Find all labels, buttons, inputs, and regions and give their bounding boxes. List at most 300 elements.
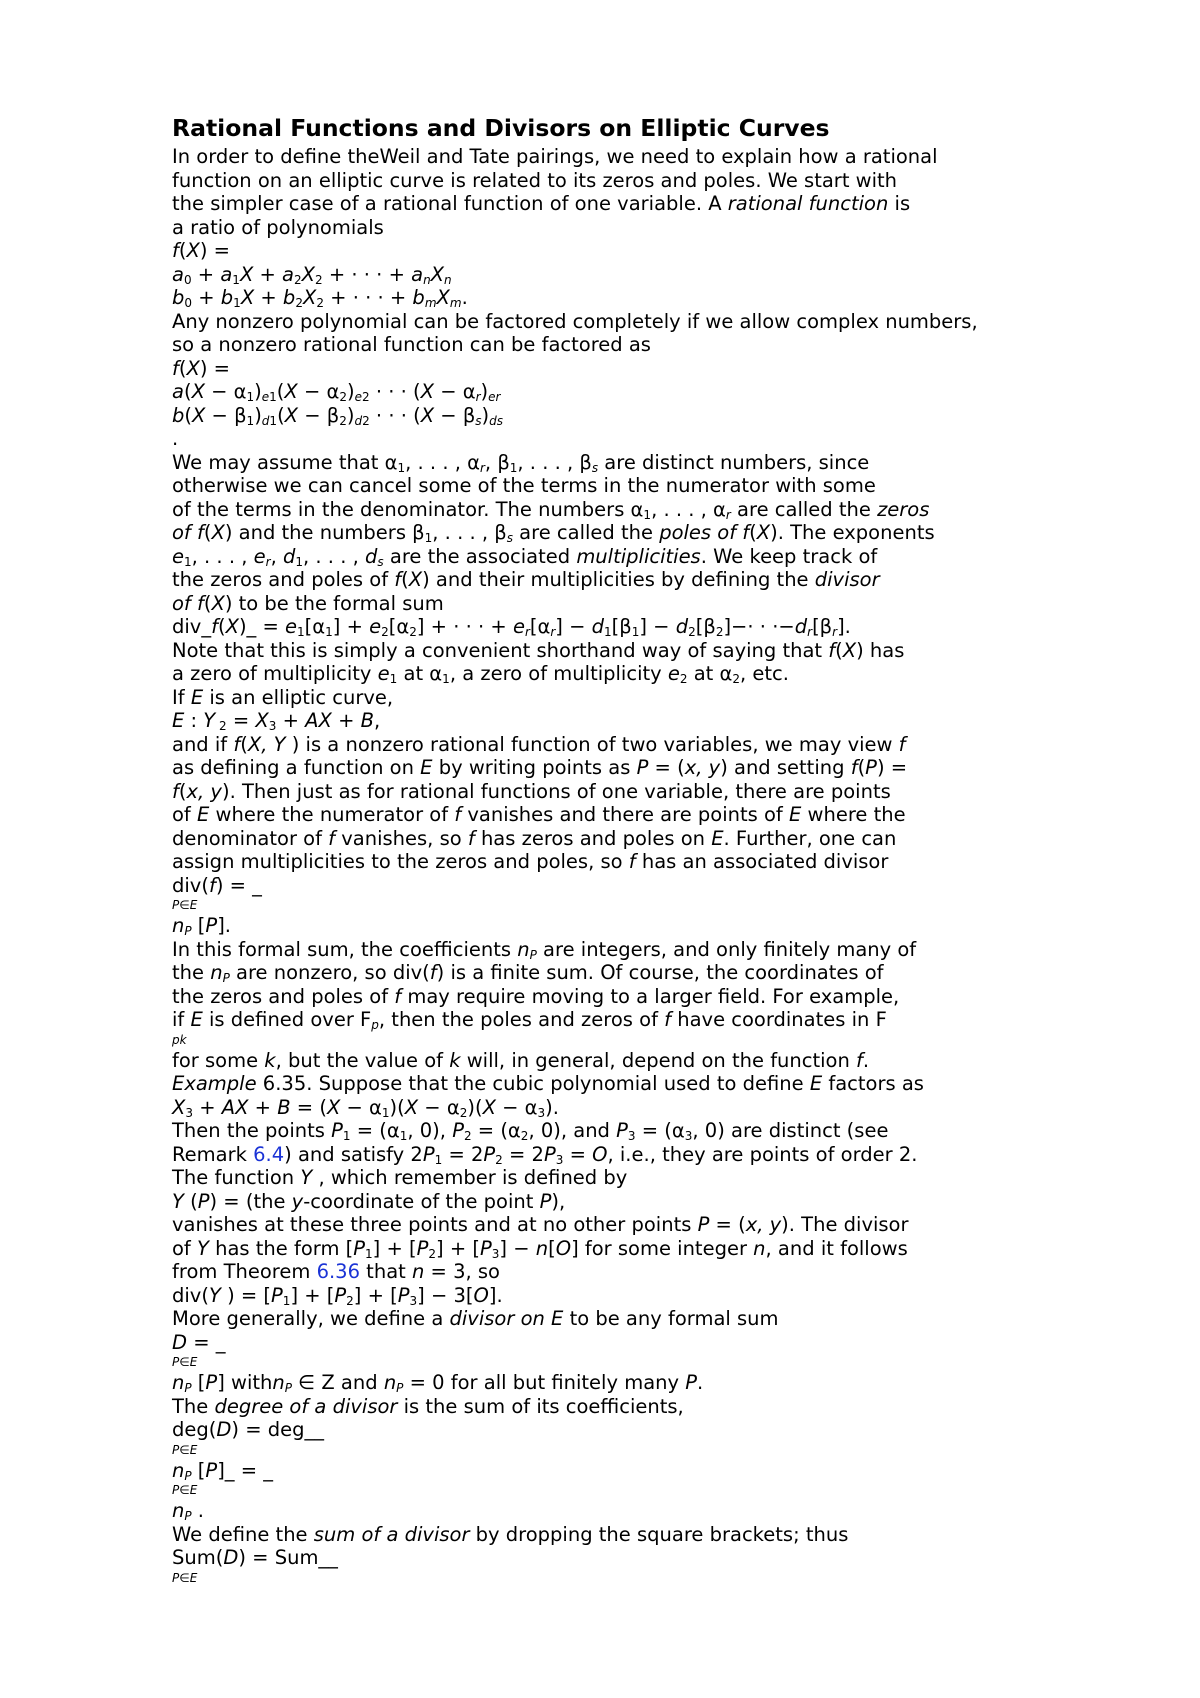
- text-run: a: [172, 262, 184, 286]
- text-run: (: [178, 779, 187, 803]
- text-run: P: [197, 1189, 210, 1213]
- text-run: 1: [269, 390, 277, 404]
- text-run: b: [412, 286, 425, 309]
- text-run: are called the: [512, 521, 660, 544]
- summation-subscript: P∈E: [172, 1483, 198, 1497]
- text-run: E: [172, 709, 185, 732]
- text-run: n: [517, 937, 530, 961]
- text-run: the: [172, 961, 211, 984]
- text-run: r: [475, 390, 481, 404]
- text-run: X: [756, 521, 771, 544]
- text-run: P: [422, 1142, 435, 1166]
- text-run: a: [220, 262, 233, 286]
- text-run: r: [524, 625, 530, 639]
- summation-subscript: pk: [172, 1032, 187, 1047]
- text-run: ,: [270, 544, 283, 568]
- text-line: [172, 286, 1160, 310]
- text-run: n: [444, 272, 452, 287]
- text-run: X: [408, 568, 423, 591]
- text-run: 3: [409, 1293, 418, 1308]
- text-run: (: [178, 239, 187, 262]
- text-run: The function: [172, 1166, 301, 1189]
- text-run: X: [284, 403, 299, 427]
- text-run: 1: [269, 413, 278, 428]
- text-run: , but the value of: [275, 1048, 450, 1072]
- text-run: 2: [409, 625, 417, 639]
- text-run: (: [276, 380, 285, 403]
- text-run: 1: [442, 672, 450, 686]
- text-run: 1: [604, 625, 612, 639]
- text-run: P: [396, 1381, 404, 1395]
- text-run: P: [205, 1371, 218, 1394]
- text-run: will, in general, depend on the function: [460, 1048, 857, 1072]
- text-run: 3: [185, 1105, 193, 1120]
- text-run: P: [205, 1458, 218, 1482]
- text-run: P: [222, 971, 230, 985]
- text-line: [172, 568, 1160, 592]
- text-run: at α: [397, 662, 443, 685]
- text-run: )(: [467, 1095, 483, 1119]
- text-run: E: [190, 1008, 203, 1031]
- text-run: ] −: [639, 615, 676, 638]
- text-run: f: [172, 356, 179, 380]
- text-run: X: [326, 1095, 341, 1119]
- text-run: = 3, so: [424, 1260, 500, 1283]
- text-run: , i.e., they are points of order 2.: [607, 1142, 918, 1166]
- text-run: :: [184, 709, 204, 732]
- text-run: [: [548, 1236, 556, 1260]
- text-run: is an elliptic curve,: [203, 685, 394, 709]
- text-line: [172, 592, 1160, 616]
- text-run: O: [473, 1283, 489, 1307]
- text-line: [172, 733, 1160, 757]
- text-line: [172, 474, 1160, 498]
- text-run: P: [543, 1142, 556, 1166]
- text-run: , 0), and: [528, 1119, 617, 1142]
- text-run: 2: [315, 272, 323, 287]
- text-line: [172, 192, 1160, 216]
- text-run: div(: [172, 873, 209, 897]
- text-run: − α: [340, 1095, 382, 1119]
- text-run: O: [592, 1142, 608, 1166]
- text-run: p: [371, 1018, 379, 1032]
- text-run: We define the: [172, 1522, 314, 1546]
- text-run: d: [282, 544, 296, 568]
- text-run: s: [506, 531, 513, 545]
- text-run: as defining a function on: [172, 756, 421, 779]
- text-run: otherwise we can cancel some of the terms in the numerator with some: [172, 474, 876, 497]
- text-run: , . . . ,: [191, 544, 254, 568]
- text-run: 2: [732, 672, 741, 686]
- text-run: n: [172, 914, 185, 937]
- text-run: , then the poles and zeros of: [378, 1008, 665, 1031]
- text-run: sum of a divisor: [313, 1522, 470, 1546]
- text-run: ) has: [856, 638, 905, 662]
- text-run: e: [512, 615, 525, 638]
- text-run: k: [449, 1048, 461, 1072]
- text-run: 1: [434, 1152, 443, 1167]
- summation-subscript: P∈E: [172, 1442, 198, 1457]
- text-line: [172, 1072, 1160, 1096]
- text-run: X, Y: [247, 732, 286, 756]
- text-run: 1: [643, 507, 652, 522]
- text-run: (: [749, 521, 757, 544]
- text-run: [α: [529, 615, 551, 638]
- summation-subscript: P∈E: [172, 1570, 198, 1585]
- text-run: ] + [: [290, 1283, 335, 1307]
- text-run: 3: [684, 1129, 693, 1143]
- text-run: k: [264, 1048, 276, 1072]
- text-run: f: [628, 850, 636, 873]
- text-run: ): [480, 380, 489, 403]
- text-line: [172, 1284, 1160, 1308]
- text-run: E: [809, 1072, 823, 1095]
- text-run: [α: [304, 615, 326, 638]
- text-run: rational function: [727, 192, 889, 215]
- text-run: 6.35. Suppose that the cubic polynomial used to define: [256, 1072, 810, 1095]
- text-run: e: [377, 662, 390, 685]
- text-run: is defined over F: [202, 1008, 372, 1031]
- text-run: D: [172, 1330, 188, 1354]
- text-run: +: [248, 1095, 278, 1119]
- text-run: are distinct numbers, since: [598, 450, 870, 474]
- text-run: f: [328, 826, 336, 850]
- text-run: In this formal sum, the coefficients: [172, 937, 518, 961]
- text-line: [172, 827, 1160, 851]
- text-run: X: [436, 286, 450, 309]
- text-run: ). Then just as for rational functions of one variable, there are points: [221, 779, 891, 803]
- text-run: .: [461, 286, 468, 309]
- text-line: [172, 545, 1160, 569]
- text-run: r: [832, 625, 838, 639]
- text-run: ]−· · ·−: [723, 615, 795, 638]
- text-line: [172, 1307, 1160, 1331]
- text-line: [172, 521, 1160, 545]
- text-line: [172, 1166, 1160, 1190]
- text-run: ) is a nonzero rational function of two variables, we may view: [285, 732, 899, 756]
- text-line: [172, 451, 1160, 475]
- text-run: (: [184, 403, 192, 427]
- text-run: ) = (the: [209, 1189, 292, 1213]
- cross-reference-link[interactable]: 6.4: [253, 1142, 285, 1166]
- text-run: X: [255, 709, 269, 732]
- text-run: have coordinates in F: [671, 1008, 887, 1031]
- text-line: [172, 357, 1160, 381]
- text-run: = (: [709, 1213, 746, 1236]
- text-run: P: [334, 1283, 347, 1307]
- text-run: 2: [688, 625, 696, 639]
- text-run: If: [172, 685, 191, 709]
- text-run: .: [172, 427, 179, 450]
- text-run: f: [828, 638, 836, 662]
- text-run: 1: [246, 413, 255, 428]
- text-run: Y: [172, 1189, 184, 1213]
- text-run: vanishes and there are points of: [461, 803, 789, 826]
- text-run: AX: [305, 709, 332, 732]
- text-line: [172, 263, 1160, 287]
- text-run: More generally, we define a: [172, 1307, 450, 1330]
- text-run: f: [233, 732, 241, 756]
- text-run: a ratio of polynomials: [172, 215, 384, 239]
- text-run: X: [172, 1095, 186, 1119]
- text-run: =: [563, 1142, 593, 1166]
- text-run: , . . . , α: [651, 497, 726, 521]
- text-run: n: [210, 961, 223, 984]
- text-line: [172, 850, 1160, 874]
- text-run: = (α: [471, 1119, 521, 1142]
- text-run: function on an elliptic curve is related to its zeros and poles. We start with: [172, 168, 898, 192]
- text-run: P: [529, 947, 537, 962]
- text-run: f: [172, 239, 179, 262]
- text-run: − α: [418, 1095, 460, 1119]
- text-run: e: [369, 615, 382, 638]
- text-run: n: [753, 1236, 766, 1260]
- text-run: Y: [197, 1236, 209, 1260]
- text-run: X: [301, 262, 315, 286]
- text-run: The: [172, 1394, 215, 1418]
- text-run: d: [354, 413, 363, 428]
- text-run: b: [220, 286, 234, 309]
- text-run: ) = Sum__: [238, 1546, 338, 1569]
- text-run: ) = [: [220, 1283, 272, 1307]
- text-run: [: [191, 914, 206, 937]
- text-run: 1: [184, 554, 192, 569]
- text-run: ) = _: [215, 873, 262, 897]
- text-run: ): [346, 403, 355, 427]
- text-line: [172, 1096, 1160, 1120]
- text-run: d: [365, 544, 378, 568]
- text-run: , a zero of multiplicity: [449, 662, 668, 685]
- text-run: )_ =: [238, 615, 286, 638]
- text-run: P: [184, 1468, 192, 1483]
- text-line: [172, 662, 1160, 686]
- text-run: +: [191, 262, 221, 286]
- text-run: 2: [495, 1152, 503, 1167]
- text-run: P: [865, 756, 877, 779]
- text-run: − α: [204, 380, 247, 403]
- text-run: (: [203, 591, 212, 615]
- text-run: by writing points as: [432, 756, 637, 779]
- text-run: 2: [428, 1246, 437, 1261]
- text-line: [172, 333, 1160, 357]
- text-run: = _: [187, 1330, 226, 1354]
- text-run: are nonzero, so div(: [229, 961, 430, 984]
- text-run: e: [253, 544, 266, 568]
- text-run: .: [697, 1371, 704, 1394]
- text-run: 1: [233, 296, 241, 310]
- text-run: 1: [295, 554, 304, 569]
- text-run: +: [331, 709, 361, 732]
- text-run: ]_ = _: [217, 1458, 274, 1482]
- text-run: 2: [381, 625, 389, 639]
- text-line: [172, 1459, 1160, 1483]
- text-run: AX: [221, 1095, 249, 1119]
- text-run: Y: [203, 709, 216, 732]
- text-run: 1: [297, 625, 305, 639]
- text-run: 3: [491, 1246, 500, 1261]
- text-run: (: [401, 568, 409, 591]
- text-run: [β: [695, 615, 716, 638]
- text-run: P: [636, 756, 649, 779]
- text-run: of: [172, 803, 197, 826]
- text-run: n: [172, 1458, 185, 1482]
- text-line: [172, 615, 1160, 639]
- text-run: (: [857, 756, 866, 779]
- text-run: X: [186, 239, 200, 262]
- text-run: multiplicities: [576, 544, 701, 568]
- text-run: vanishes, so: [335, 826, 468, 850]
- text-run: d: [591, 615, 605, 638]
- text-run: r: [807, 625, 813, 639]
- text-run: ) and satisfy 2: [284, 1142, 423, 1166]
- text-run: ] −: [555, 615, 592, 638]
- text-run: P: [184, 1509, 192, 1523]
- text-run: − β: [298, 403, 340, 427]
- text-run: f: [429, 961, 437, 984]
- text-run: a: [282, 262, 294, 286]
- text-run: has the form [: [208, 1236, 354, 1260]
- text-run: n: [172, 1371, 185, 1394]
- text-run: P: [539, 1189, 552, 1213]
- document-title: Rational Functions and Divisors on Elliptic Curves: [172, 114, 830, 142]
- text-run: B: [360, 709, 375, 732]
- text-run: X: [239, 262, 254, 286]
- text-run: ] + · · · +: [416, 615, 513, 638]
- text-line: [172, 1008, 1160, 1032]
- text-run: +: [254, 286, 283, 309]
- text-run: are called the: [730, 497, 878, 521]
- text-run: r: [479, 460, 485, 475]
- text-run: P: [616, 1119, 628, 1142]
- text-run: degree of a divisor: [214, 1394, 398, 1418]
- text-run: d: [675, 615, 689, 638]
- text-run: X: [240, 286, 255, 309]
- text-run: er: [488, 390, 501, 404]
- text-run: X: [404, 1095, 419, 1119]
- text-run: 1: [381, 1105, 390, 1120]
- text-run: +: [192, 286, 221, 309]
- text-run: so a nonzero rational function can be factored as: [172, 333, 651, 356]
- text-run: 1: [232, 272, 240, 287]
- text-run: the zeros and poles of: [172, 568, 395, 591]
- text-run: X: [191, 380, 205, 403]
- text-run: (: [183, 380, 192, 403]
- text-run: 3: [537, 1105, 546, 1120]
- text-run: ] + [: [372, 1236, 417, 1260]
- text-run: X: [225, 615, 239, 638]
- text-run: at α: [687, 662, 733, 685]
- text-run: e: [261, 390, 270, 404]
- text-run: . Further, one can: [723, 826, 897, 850]
- text-run: s: [475, 413, 482, 428]
- text-run: X: [192, 403, 206, 427]
- text-run: , β: [484, 450, 510, 474]
- text-run: deg(: [172, 1418, 217, 1441]
- text-run: Y: [208, 1283, 221, 1307]
- text-line: [172, 1546, 1160, 1570]
- text-run: 2: [362, 390, 370, 404]
- text-run: that: [359, 1260, 412, 1283]
- text-run: 2: [346, 1293, 354, 1308]
- text-run: − β: [205, 403, 247, 427]
- text-run: r: [550, 625, 556, 639]
- text-line: [172, 380, 1160, 404]
- text-run: , 0) are distinct (see: [692, 1119, 889, 1142]
- text-line: [172, 310, 1160, 334]
- text-run: b: [172, 286, 185, 309]
- text-run: 2: [463, 1129, 472, 1143]
- text-line: [172, 914, 1160, 938]
- text-run: x, y: [684, 756, 721, 779]
- text-run: E: [420, 756, 433, 779]
- text-run: − α: [495, 1095, 538, 1119]
- text-run: (: [217, 615, 226, 638]
- text-run: E: [190, 685, 204, 709]
- text-run: 1: [365, 1246, 373, 1261]
- text-run: [β: [812, 615, 833, 638]
- text-line: [172, 1331, 1160, 1355]
- text-run: y: [291, 1189, 304, 1213]
- text-run: ] −: [499, 1236, 536, 1260]
- text-run: 1: [282, 1293, 291, 1308]
- text-run: .: [862, 1048, 870, 1072]
- text-run: ∈ Z and: [291, 1371, 384, 1394]
- text-run: ): [347, 380, 355, 403]
- text-run: 2: [295, 296, 303, 310]
- text-run: denominator of: [172, 826, 329, 850]
- text-run: X: [186, 356, 200, 380]
- text-line: [172, 1499, 1160, 1523]
- text-run: P: [353, 1236, 366, 1260]
- text-run: ) and the numbers β: [224, 521, 425, 544]
- text-run: , . . . , β: [432, 521, 507, 544]
- text-line: [172, 1418, 1160, 1442]
- text-line: [172, 1119, 1160, 1143]
- text-run: ),: [551, 1189, 566, 1213]
- text-run: = (α: [350, 1119, 400, 1142]
- text-run: of: [172, 1236, 197, 1260]
- text-run: P: [271, 1283, 283, 1307]
- text-run: − α: [434, 380, 476, 403]
- text-run: zeros: [877, 497, 930, 521]
- text-run: X: [211, 591, 225, 615]
- text-run: = (: [290, 1095, 327, 1119]
- text-line: [172, 639, 1160, 663]
- text-run: f: [454, 803, 462, 826]
- text-line: [172, 1190, 1160, 1214]
- text-run: n: [411, 1260, 425, 1283]
- text-line: [172, 1523, 1160, 1547]
- text-run: where the numerator of: [209, 803, 455, 826]
- text-run: = 0 for all but finitely many: [403, 1371, 686, 1394]
- text-run: 2: [459, 1105, 468, 1120]
- text-run: f: [856, 1048, 863, 1072]
- text-run: ) =: [876, 756, 908, 779]
- text-run: m: [449, 296, 462, 310]
- text-run: ): [254, 380, 262, 403]
- text-run: vanishes at these three points and at no other points: [172, 1213, 698, 1236]
- text-run: (: [835, 638, 843, 662]
- text-run: Remark: [172, 1142, 254, 1166]
- text-run: ] − 3[: [417, 1283, 474, 1307]
- text-run: factors as: [822, 1072, 924, 1095]
- text-run: − α: [297, 380, 340, 403]
- cross-reference-link[interactable]: 6.36: [316, 1260, 360, 1283]
- text-run: 0: [184, 296, 193, 310]
- text-run: ). The exponents: [770, 521, 935, 544]
- text-run: In order to define theWeil and Tate pairings, we need to explain how a rational: [172, 145, 938, 168]
- text-run: b: [282, 286, 296, 309]
